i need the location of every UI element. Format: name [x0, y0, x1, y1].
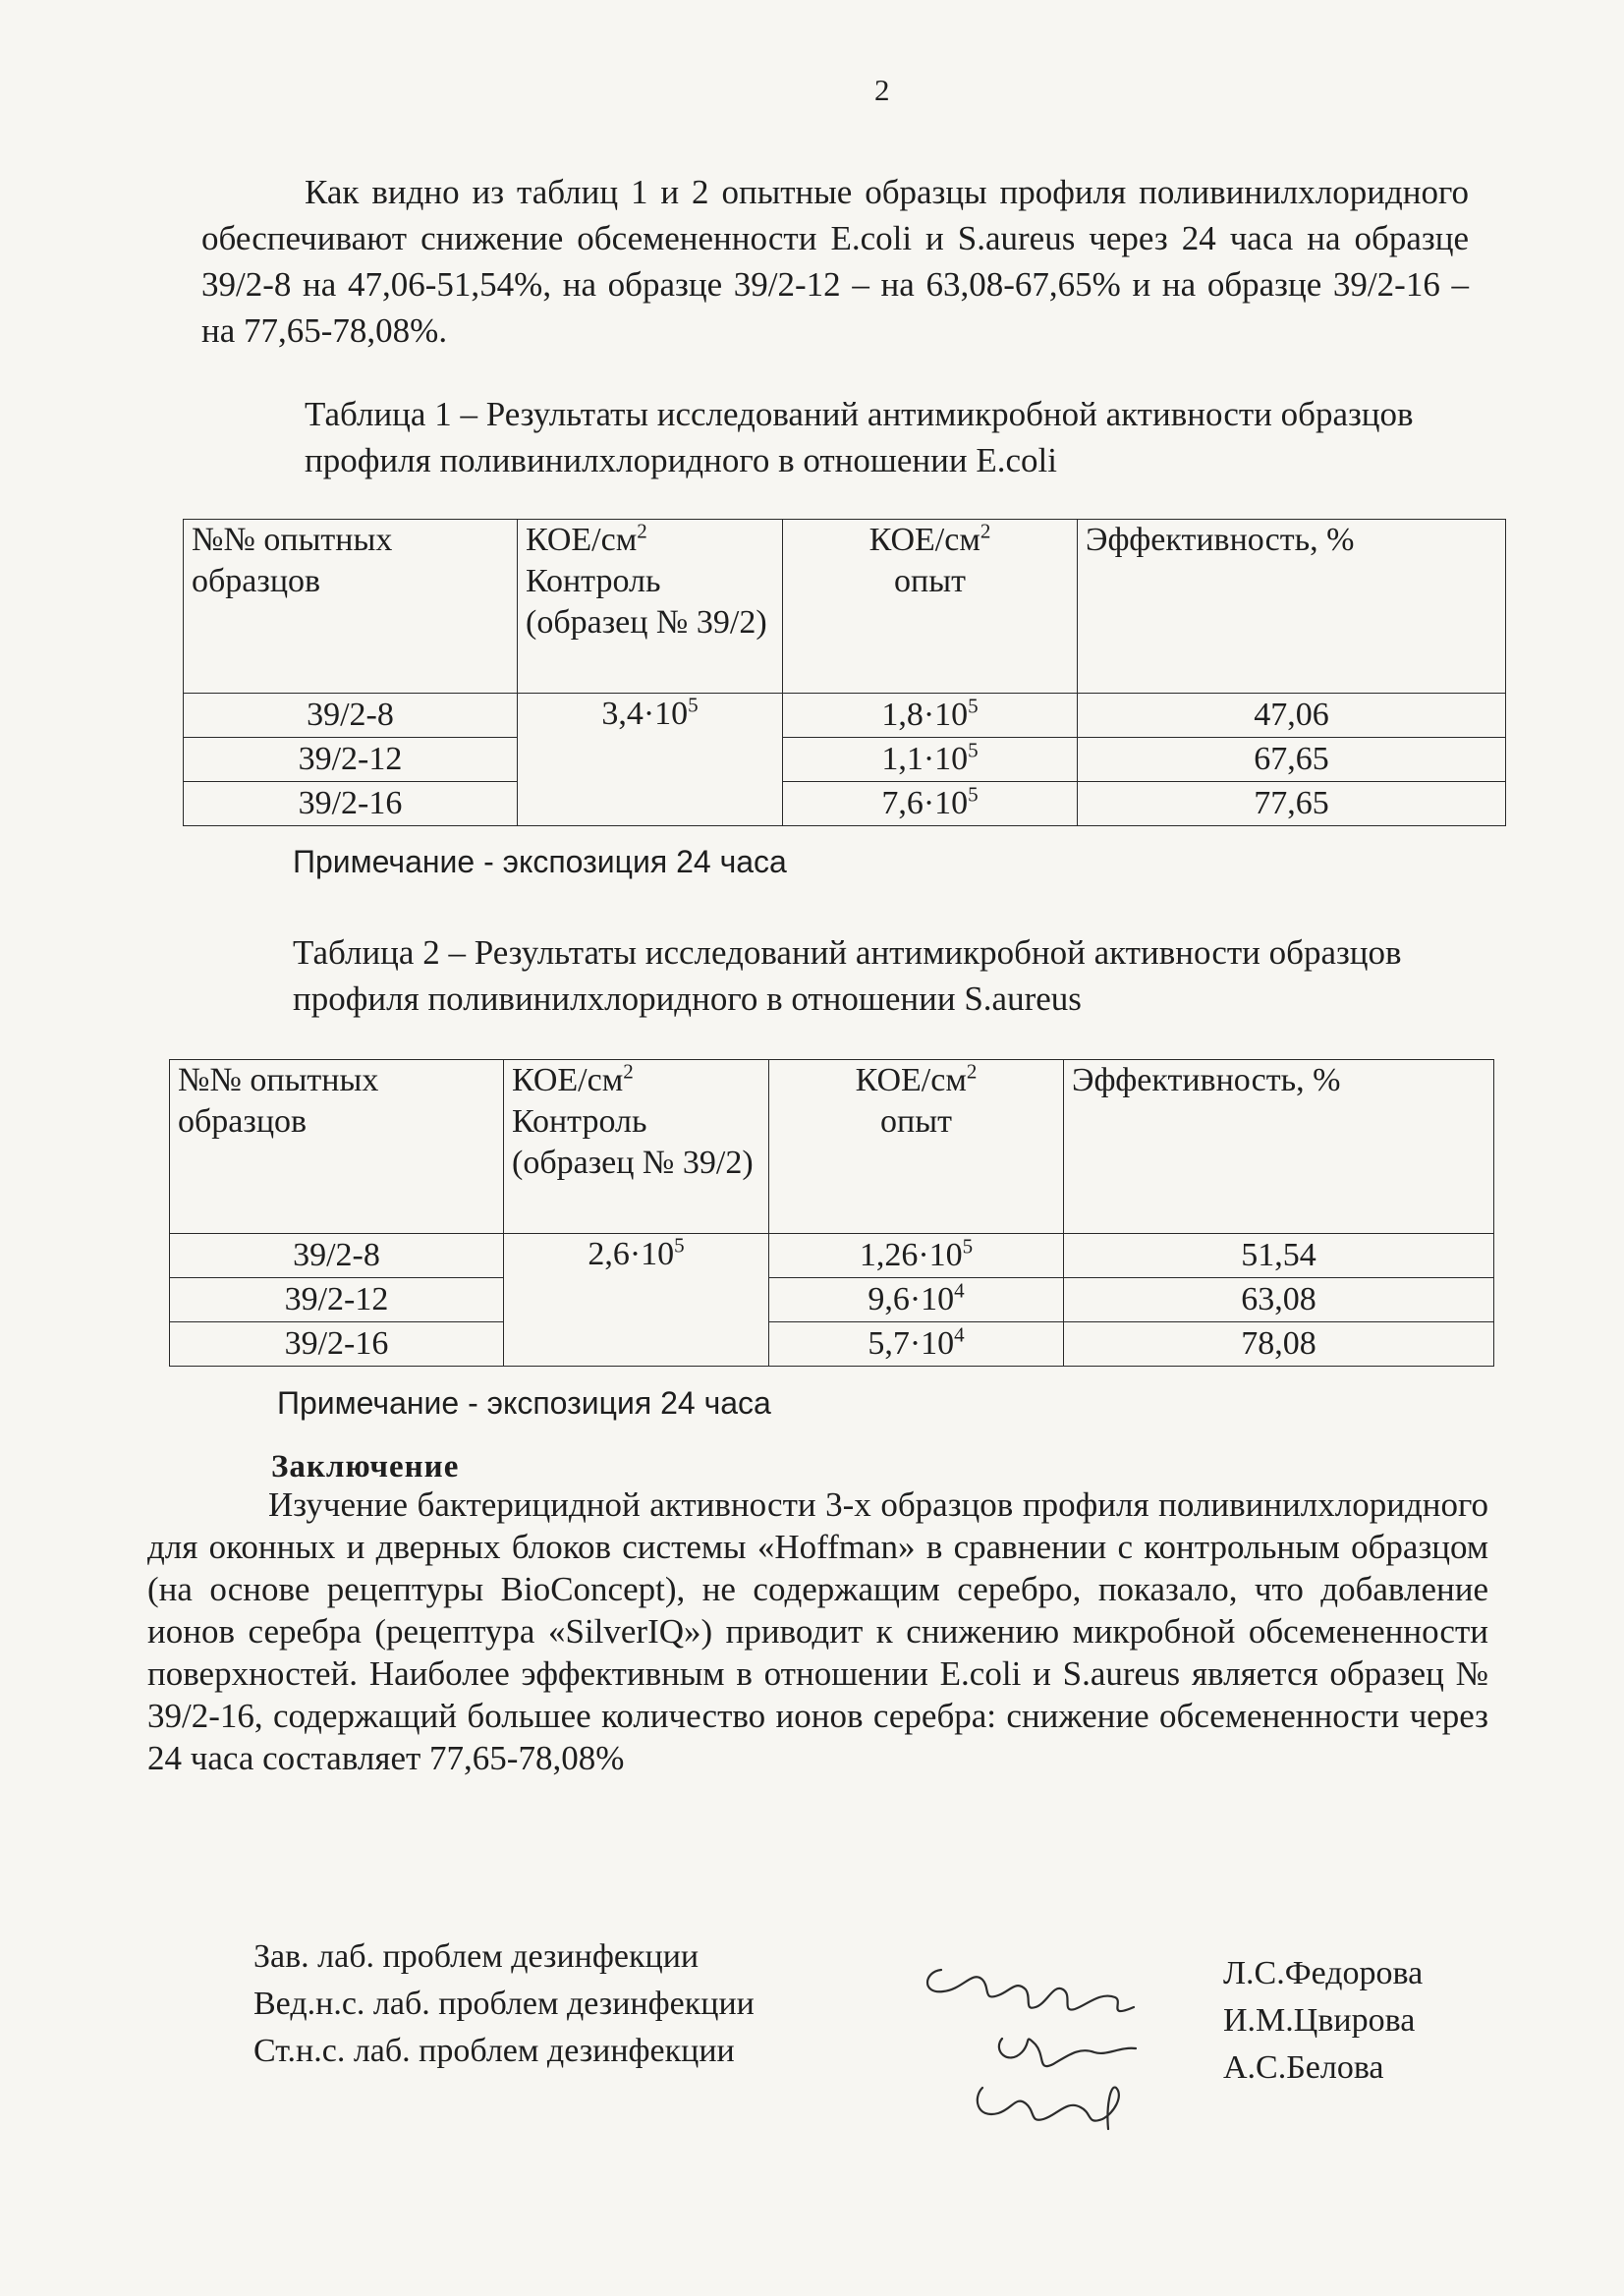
table1-header-samples: №№ опытных образцов: [184, 520, 518, 694]
conclusion-text: Изучение бактерицидной активности 3-х образцов профиля поливинилхлоридного для оконных и дверных блоков системы «Hoffman» в сравнении с контрольным образцом (на основе рецептуры BioConcept), не содержащим серебро, показало, что добавление ионов серебра (рецептура «SilverIQ») приводит к снижению микробной обсемененности поверхностей. Наиболее эффективным в отношении E.coli и S.aureus является образец № 39/2-16, содержащий большее количество ионов серебра: снижение обсемененности через 24 часа составляет 77,65-78,08%: [147, 1485, 1488, 1777]
table2-header-control: [504, 1060, 769, 1234]
table2-header-test-sup: 2: [966, 1059, 978, 1084]
table1-efficiency: 47,06: [1078, 694, 1506, 738]
table-row: [170, 1234, 1494, 1278]
table2-efficiency: 51,54: [1064, 1234, 1494, 1278]
table1-test-value: [783, 738, 1078, 782]
table1-note: Примечание - экспозиция 24 часа: [293, 844, 787, 879]
table2-header-samples: №№ опытных образцов: [170, 1060, 504, 1234]
table2-efficiency: 63,08: [1064, 1278, 1494, 1322]
table1-test-base: 7,6·10: [881, 785, 969, 821]
table1-header-control: [518, 520, 783, 694]
name-3: А.С.Белова: [1223, 2049, 1384, 2086]
table1-control-base: 3,4·10: [601, 696, 689, 732]
table1-sample: 39/2-12: [184, 738, 518, 782]
table2-efficiency: 78,08: [1064, 1322, 1494, 1367]
table2-note: Примечание - экспозиция 24 часа: [277, 1385, 771, 1421]
table-row: [170, 1278, 1494, 1322]
table1-test-exp: 5: [968, 694, 979, 718]
table2-caption-line2: профиля поливинилхлоридного в отношении S.aureus: [293, 980, 1082, 1018]
table-row: [184, 694, 1506, 738]
role-senior-researcher: Ст.н.с. лаб. проблем дезинфекции: [253, 2033, 735, 2069]
table1-efficiency: 67,65: [1078, 738, 1506, 782]
table1-test-value: [783, 782, 1078, 826]
table2-test-exp: 5: [962, 1234, 974, 1259]
table2-control-base: 2,6·10: [588, 1236, 675, 1272]
table1-header-test: [783, 520, 1078, 694]
table1-test-exp: 5: [968, 738, 979, 762]
table2-sample: 39/2-8: [170, 1234, 504, 1278]
table1-sample: 39/2-16: [184, 782, 518, 826]
table2-header-row: [170, 1060, 1494, 1234]
role-lead-researcher: Вед.н.с. лаб. проблем дезинфекции: [253, 1986, 755, 2022]
table2-test-exp: 4: [954, 1322, 965, 1347]
table2-header-efficiency: Эффективность, %: [1064, 1060, 1494, 1234]
table1-test-exp: 5: [968, 782, 979, 807]
signature-3: [978, 2088, 1119, 2129]
table1-sample: 39/2-8: [184, 694, 518, 738]
intro-paragraph: [201, 169, 1469, 354]
table2-caption-line1: Таблица 2 – Результаты исследований антимикробной активности образцов: [293, 933, 1402, 972]
table1: [183, 519, 1506, 826]
table-row: [184, 738, 1506, 782]
table2-header-test-sub: опыт: [880, 1103, 952, 1140]
table1-header-control-sup: 2: [637, 519, 647, 543]
handwritten-signatures: [914, 1950, 1208, 2137]
role-head: Зав. лаб. проблем дезинфекции: [253, 1938, 700, 1975]
table1-header-control-unit: КОЕ/см: [526, 522, 638, 558]
table2-caption: [293, 929, 1402, 1022]
table2-header-test-unit: КОЕ/см: [855, 1062, 967, 1098]
table2: [169, 1059, 1494, 1367]
name-2: И.М.Цвирова: [1223, 2002, 1416, 2039]
table2-test-exp: 4: [954, 1278, 965, 1303]
table-row: [170, 1322, 1494, 1367]
table2-test-value: [769, 1322, 1064, 1367]
table2-control-exp: 5: [674, 1233, 685, 1258]
conclusion-paragraph: [147, 1484, 1488, 1779]
table1-header-control-sub: Контроль (образец № 39/2): [526, 563, 767, 641]
table1-test-base: 1,1·10: [881, 741, 969, 777]
intro-text: Как видно из таблиц 1 и 2 опытные образцы профиля поливинилхлоридного обеспечивают снижение обсемененности E.coli и S.aureus через 24 часа на образце 39/2-8 на 47,06-51,54%, на образце 39/2-12 – на 63,08-67,65% и на образце 39/2-16 – на 77,65-78,08%.: [201, 173, 1469, 350]
table2-test-base: 1,26·10: [859, 1237, 963, 1273]
table1-efficiency: 77,65: [1078, 782, 1506, 826]
table1-header-test-sub: опыт: [894, 563, 966, 599]
table1-caption-line1: Таблица 1 – Результаты исследований антимикробной активности образцов: [305, 395, 1414, 433]
table-row: [184, 782, 1506, 826]
table1-control-exp: 5: [688, 693, 699, 717]
table2-test-base: 5,7·10: [868, 1325, 955, 1362]
table2-header-control-sup: 2: [623, 1059, 634, 1084]
name-1: Л.С.Федорова: [1223, 1955, 1424, 1991]
table1-header-test-sup: 2: [980, 519, 991, 543]
table1-header-test-unit: КОЕ/см: [868, 522, 980, 558]
table2-header-test: [769, 1060, 1064, 1234]
table1-test-base: 1,8·10: [881, 697, 969, 733]
table2-header-control-unit: КОЕ/см: [512, 1062, 624, 1098]
table1-caption-line2: профиля поливинилхлоридного в отношении E.coli: [305, 441, 1057, 479]
table1-control-value: [518, 694, 783, 826]
table2-sample: 39/2-12: [170, 1278, 504, 1322]
table2-header-control-sub: Контроль (образец № 39/2): [512, 1103, 754, 1181]
signatory-roles: [253, 1933, 755, 2075]
table2-test-value: [769, 1234, 1064, 1278]
signatory-names: [1223, 1950, 1423, 2092]
table2-test-base: 9,6·10: [868, 1281, 955, 1317]
table1-test-value: [783, 694, 1078, 738]
signature-2: [999, 2039, 1136, 2066]
table2-control-value: [504, 1234, 769, 1367]
signature-1: [927, 1970, 1134, 2011]
table1-header-row: [184, 520, 1506, 694]
conclusion-heading: Заключение: [271, 1449, 460, 1484]
table2-sample: 39/2-16: [170, 1322, 504, 1367]
page-number: 2: [874, 73, 890, 107]
table1-caption: [305, 391, 1414, 483]
table2-test-value: [769, 1278, 1064, 1322]
table1-header-efficiency: Эффективность, %: [1078, 520, 1506, 694]
